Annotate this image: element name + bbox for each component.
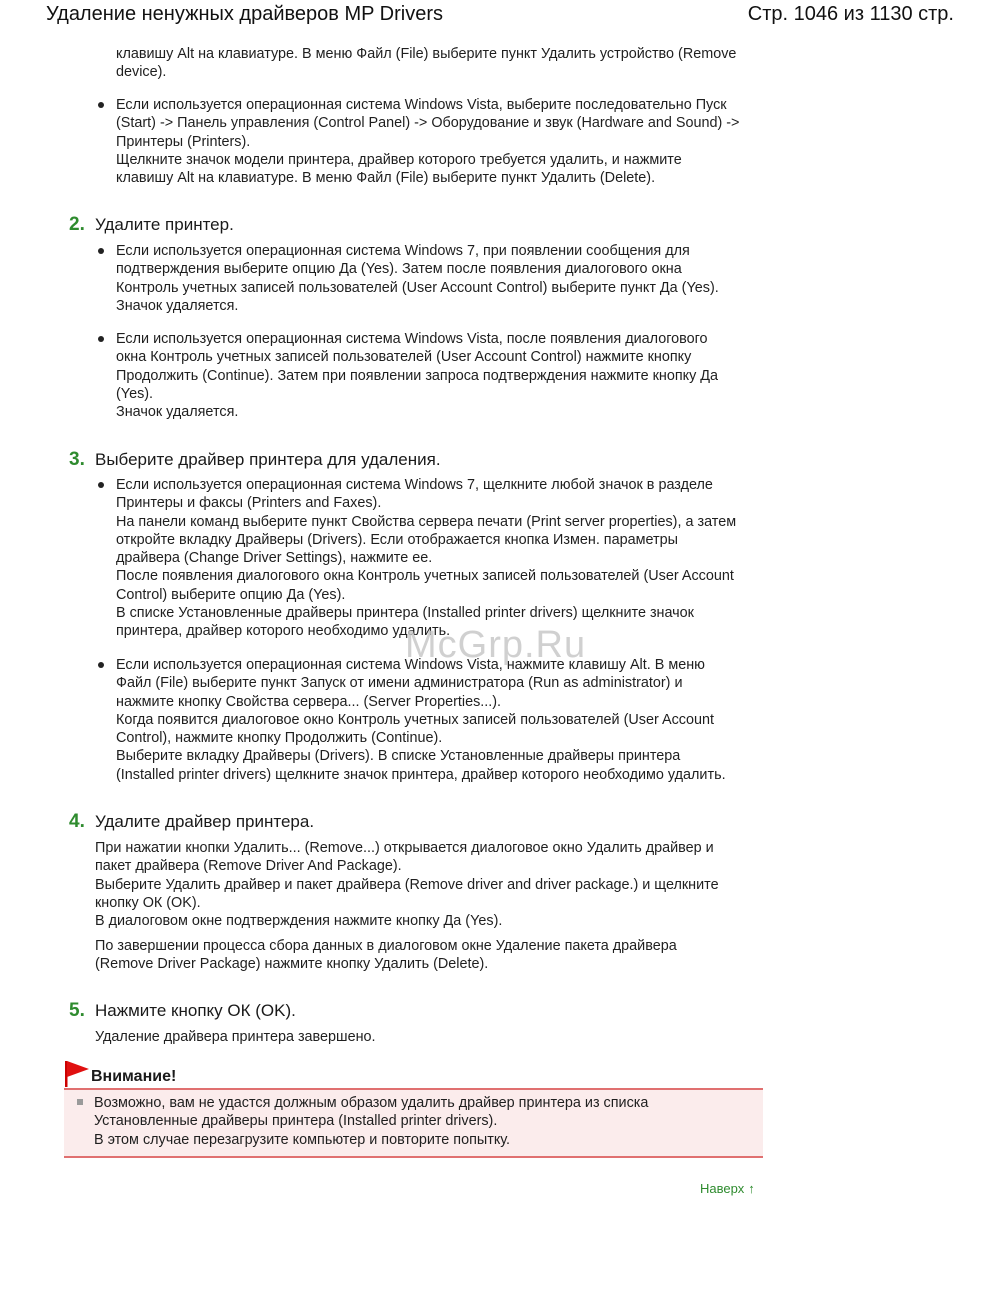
text-line: Выберите Удалить драйвер и пакет драйвера (Remove driver and driver package.) и щелкните <box>95 876 719 893</box>
text-line: подтверждения выберите опцию Да (Yes). Затем после появления диалогового окна <box>116 261 682 278</box>
text-line: Продолжить (Continue). Затем при появлении запроса подтверждения нажмите кнопку Да <box>116 367 719 384</box>
text-line: Control), нажмите кнопку Продолжить (Continue). <box>116 730 443 747</box>
step-number: 4. <box>69 811 85 832</box>
text-line: При нажатии кнопки Удалить... (Remove...) открывается диалоговое окно Удалить драйвер и <box>95 840 714 856</box>
text-line: Если используется операционная система Windows Vista, после появления диалогового <box>116 331 708 347</box>
text-line: Файл (File) выберите пункт Запуск от имени администратора (Run as administrator) и <box>116 675 683 692</box>
text-line: (Start) -> Панель управления (Control Panel) -> Оборудование и звук (Hardware and Sound) -> <box>116 115 740 132</box>
text-line: Control) выберите опцию Да (Yes). <box>116 586 346 603</box>
text-line: Если используется операционная система Windows Vista, выберите последовательно Пуск <box>116 97 727 113</box>
text-line: пакет драйвера (Remove Driver And Package). <box>95 858 402 875</box>
bullet-icon <box>98 482 104 488</box>
back-to-top-link[interactable] <box>700 1181 755 1196</box>
text-line: клавишу Alt на клавиатуре. В меню Файл (File) выберите пункт Удалить устройство (Remove <box>116 46 737 62</box>
text-line: На панели команд выберите пункт Свойства сервера печати (Print server properties), а затем <box>116 513 737 530</box>
step-title: Удалите драйвер принтера. <box>95 812 315 831</box>
text-line: нажмите кнопку Свойства сервера... (Server Properties...). <box>116 693 502 710</box>
text-line: Выберите вкладку Драйверы (Drivers). В списке Установленные драйверы принтера <box>116 748 681 765</box>
text-line: Если используется операционная система Windows 7, при появлении сообщения для <box>116 243 690 259</box>
bullet-item-vista <box>116 656 726 784</box>
back-to-top-label[interactable]: Наверх <box>700 1181 745 1196</box>
text-line: Если используется операционная система Windows 7, щелкните любой значок в разделе <box>116 477 713 493</box>
text-line: Установленные драйверы принтера (Installed printer drivers). <box>94 1113 498 1130</box>
bullet-item-vista <box>116 330 718 421</box>
text-line: В списке Установленные драйверы принтера (Installed printer drivers) щелкните значок <box>116 605 694 622</box>
text-line: Если используется операционная система Windows Vista, нажмите клавишу Alt. В меню <box>116 657 705 673</box>
warning-flag-icon <box>64 1060 90 1088</box>
text-line: (Remove Driver Package) нажмите кнопку Удалить (Delete). <box>95 956 489 973</box>
text-line: Щелкните значок модели принтера, драйвер которого требуется удалить, и нажмите <box>116 151 682 168</box>
text-line: Значок удаляется. <box>116 297 239 314</box>
text-line: Удаление драйвера принтера завершено. <box>95 1029 376 1045</box>
paragraph <box>95 839 719 930</box>
bullet-icon <box>98 662 104 668</box>
text-line: По завершении процесса сбора данных в диалоговом окне Удаление пакета драйвера <box>95 938 677 954</box>
list-square-icon <box>77 1099 83 1105</box>
warning-title: Внимание! <box>91 1068 177 1085</box>
step-number: 3. <box>69 449 85 470</box>
text-line: кнопку ОК (OK). <box>95 894 201 911</box>
text-line: В этом случае перезагрузите компьютер и повторите попытку. <box>94 1131 511 1148</box>
text-line: В диалоговом окне подтверждения нажмите кнопку Да (Yes). <box>95 913 503 930</box>
bullet-item-vista <box>116 96 739 187</box>
text-line: После появления диалогового окна Контроль учетных записей пользователей (User Account <box>116 568 734 585</box>
watermark: McGrp.Ru <box>405 624 587 666</box>
text-line: клавишу Alt на клавиатуре. В меню Файл (File) выберите пункт Удалить (Delete). <box>116 170 656 187</box>
arrow-up-icon[interactable]: ↑ <box>748 1181 755 1196</box>
paragraph-continuation <box>116 45 736 82</box>
paragraph <box>95 937 677 974</box>
text-line: принтера, драйвер которого необходимо удалить. <box>116 623 451 640</box>
text-line: (Yes). <box>116 385 154 402</box>
text-line: Возможно, вам не удастся должным образом удалить драйвер принтера из списка <box>94 1095 649 1111</box>
text-line: Принтеры (Printers). <box>116 133 251 150</box>
text-line: Значок удаляется. <box>116 404 239 421</box>
text-line: Контроль учетных записей пользователей (User Account Control) выберите пункт Да (Yes). <box>116 279 719 296</box>
step-title: Выберите драйвер принтера для удаления. <box>95 450 441 469</box>
text-line: драйвера (Change Driver Settings), нажмите ее. <box>116 550 433 567</box>
step-title: Удалите принтер. <box>95 215 234 234</box>
text-line: device). <box>116 64 167 81</box>
step-number: 2. <box>69 214 85 235</box>
warning-text <box>94 1094 648 1149</box>
text-line: Принтеры и факсы (Printers and Faxes). <box>116 495 382 512</box>
text-line: окна Контроль учетных записей пользователей (User Account Control) нажмите кнопку <box>116 349 692 366</box>
bullet-icon <box>98 336 104 342</box>
bullet-icon <box>98 248 104 254</box>
bullet-item-win7 <box>116 476 736 641</box>
page-title: Удаление ненужных драйверов MP Drivers <box>46 3 443 25</box>
bullet-icon <box>98 102 104 108</box>
text-line: (Installed printer drivers) щелкните значок принтера, драйвер которого необходимо удалить. <box>116 766 726 783</box>
paragraph <box>95 1028 376 1046</box>
text-line: откройте вкладку Драйверы (Drivers). Если отображается кнопка Измен. параметры <box>116 531 678 548</box>
step-title: Нажмите кнопку ОК (OK). <box>95 1001 296 1020</box>
page-counter: Стр. 1046 из 1130 стр. <box>747 3 954 25</box>
text-line: Когда появится диалоговое окно Контроль учетных записей пользователей (User Account <box>116 711 714 728</box>
step-number: 5. <box>69 1000 85 1021</box>
bullet-item-win7 <box>116 242 719 315</box>
